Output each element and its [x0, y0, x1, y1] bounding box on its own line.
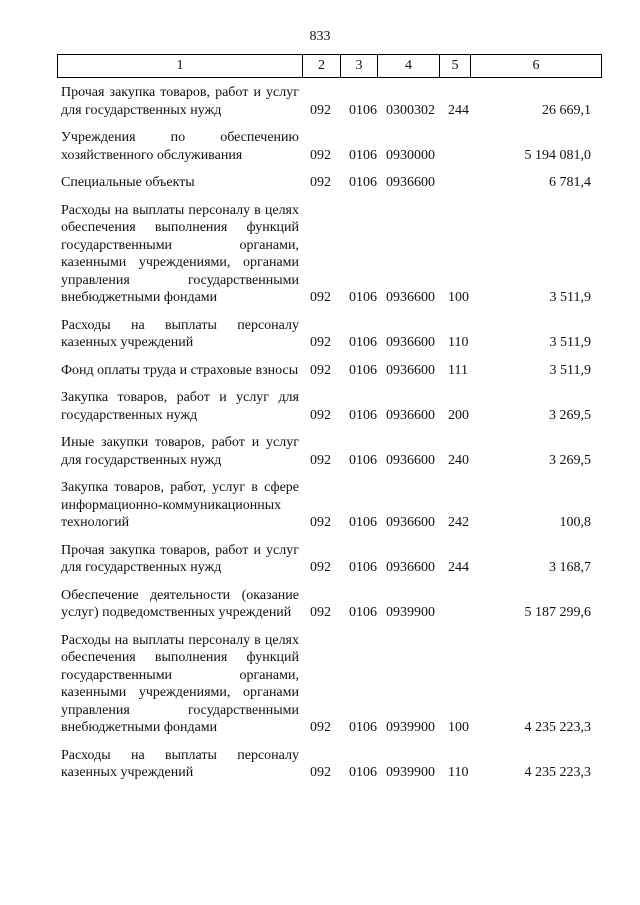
table-row: [61, 317, 591, 352]
table-row: [61, 479, 591, 532]
row-ved: 092: [310, 452, 331, 468]
header-col-4: 4: [378, 55, 440, 77]
row-name: Расходы на выплаты персоналу казенных учреждений: [61, 747, 299, 780]
table-header: [57, 54, 602, 78]
row-ved: 092: [310, 175, 331, 190]
row-csr: 0936600: [386, 362, 435, 378]
row-name: Учреждения по обеспечению хозяйственного обслуживания: [61, 130, 299, 163]
row-csr: 0930000: [386, 147, 435, 163]
row-sum: 5 187 299,6: [524, 605, 591, 620]
row-name: Расходы на выплаты персоналу в целях обеспечения выполнения функций государственными органами, казенными учреждениями, органами управления государственными внебюджетными фондами: [61, 202, 299, 305]
header-col-3: 3: [341, 55, 378, 77]
row-csr: 0936600: [386, 452, 435, 468]
header-col-5: 5: [440, 55, 471, 77]
row-sum: 3 511,9: [549, 290, 591, 305]
table-row: [61, 587, 591, 622]
table-row: [61, 389, 591, 424]
row-ved: 092: [310, 147, 331, 163]
row-sum: 3 269,5: [549, 407, 591, 423]
row-name: Специальные объекты: [61, 175, 195, 190]
table-row: [61, 542, 591, 577]
row-rz: 0106: [349, 605, 377, 620]
table-row: [61, 362, 591, 380]
row-name: Расходы на выплаты персоналу в целях обеспечения выполнения функций государственными органами, казенными учреждениями, органами управления государственными внебюджетными фондами: [61, 632, 299, 735]
row-vr: 242: [448, 515, 469, 530]
row-vr: 110: [448, 335, 469, 350]
row-ved: 092: [310, 765, 331, 780]
row-csr: 0936600: [386, 175, 435, 190]
table-row: [61, 434, 591, 469]
row-sum: 4 235 223,3: [524, 765, 591, 780]
row-sum: 3 511,9: [549, 335, 591, 350]
row-ved: 092: [310, 362, 331, 378]
row-vr: 110: [448, 765, 469, 780]
row-csr: 0939900: [386, 605, 435, 620]
row-vr: 100: [448, 290, 469, 305]
row-vr: 240: [448, 452, 469, 468]
row-vr: 100: [448, 720, 469, 735]
row-rz: 0106: [349, 362, 377, 378]
row-csr: 0936600: [386, 407, 435, 423]
row-name: Расходы на выплаты персоналу казенных учреждений: [61, 317, 299, 350]
row-ved: 092: [310, 720, 331, 735]
row-rz: 0106: [349, 407, 377, 423]
row-name: Закупка товаров, работ и услуг для государственных нужд: [61, 390, 299, 423]
row-ved: 092: [310, 560, 331, 575]
row-name: Обеспечение деятельности (оказание услуг) подведомственных учреждений: [61, 587, 299, 620]
row-rz: 0106: [349, 290, 377, 305]
table-row: [61, 174, 591, 192]
row-name: Прочая закупка товаров, работ и услуг для государственных нужд: [61, 85, 299, 118]
page-number: 833: [309, 29, 331, 44]
row-rz: 0106: [349, 560, 377, 575]
row-rz: 0106: [349, 335, 377, 350]
budget-table-body: [61, 84, 591, 792]
row-csr: 0939900: [386, 720, 435, 735]
row-rz: 0106: [349, 452, 377, 468]
table-row: [61, 129, 591, 164]
row-ved: 092: [310, 290, 331, 305]
row-name: Прочая закупка товаров, работ и услуг для государственных нужд: [61, 542, 299, 575]
row-rz: 0106: [349, 765, 377, 780]
row-rz: 0106: [349, 147, 377, 163]
row-name: Закупка товаров, работ, услуг в сфере информационно-коммуникационных технологий: [61, 480, 299, 530]
row-csr: 0936600: [386, 560, 435, 575]
table-row: [61, 632, 591, 737]
row-vr: 111: [448, 362, 468, 378]
header-col-2: 2: [303, 55, 341, 77]
row-ved: 092: [310, 515, 331, 530]
row-csr: 0936600: [386, 335, 435, 350]
row-rz: 0106: [349, 175, 377, 190]
row-sum: 3 269,5: [549, 452, 591, 468]
table-row: [61, 202, 591, 307]
row-csr: 0936600: [386, 515, 435, 530]
row-rz: 0106: [349, 515, 377, 530]
table-row: [61, 747, 591, 782]
row-csr: 0936600: [386, 290, 435, 305]
row-sum: 3 511,9: [549, 362, 591, 378]
row-csr: 0939900: [386, 765, 435, 780]
row-rz: 0106: [349, 720, 377, 735]
row-ved: 092: [310, 407, 331, 423]
table-row: [61, 84, 591, 119]
row-sum: 26 669,1: [542, 102, 591, 118]
row-csr: 0300302: [386, 102, 435, 118]
row-vr: 244: [448, 560, 469, 575]
row-vr: 200: [448, 407, 469, 423]
row-sum: 4 235 223,3: [524, 720, 591, 735]
row-name: Иные закупки товаров, работ и услуг для государственных нужд: [61, 435, 299, 468]
row-rz: 0106: [349, 102, 377, 118]
row-sum: 100,8: [559, 515, 591, 530]
row-name: Фонд оплаты труда и страховые взносы: [61, 362, 299, 378]
header-col-1: 1: [58, 55, 303, 77]
row-sum: 6 781,4: [549, 175, 591, 190]
row-ved: 092: [310, 102, 331, 118]
row-ved: 092: [310, 335, 331, 350]
row-sum: 5 194 081,0: [524, 147, 591, 163]
header-col-6: 6: [532, 58, 540, 73]
row-vr: 244: [448, 102, 469, 118]
row-ved: 092: [310, 605, 331, 620]
row-sum: 3 168,7: [549, 560, 591, 575]
